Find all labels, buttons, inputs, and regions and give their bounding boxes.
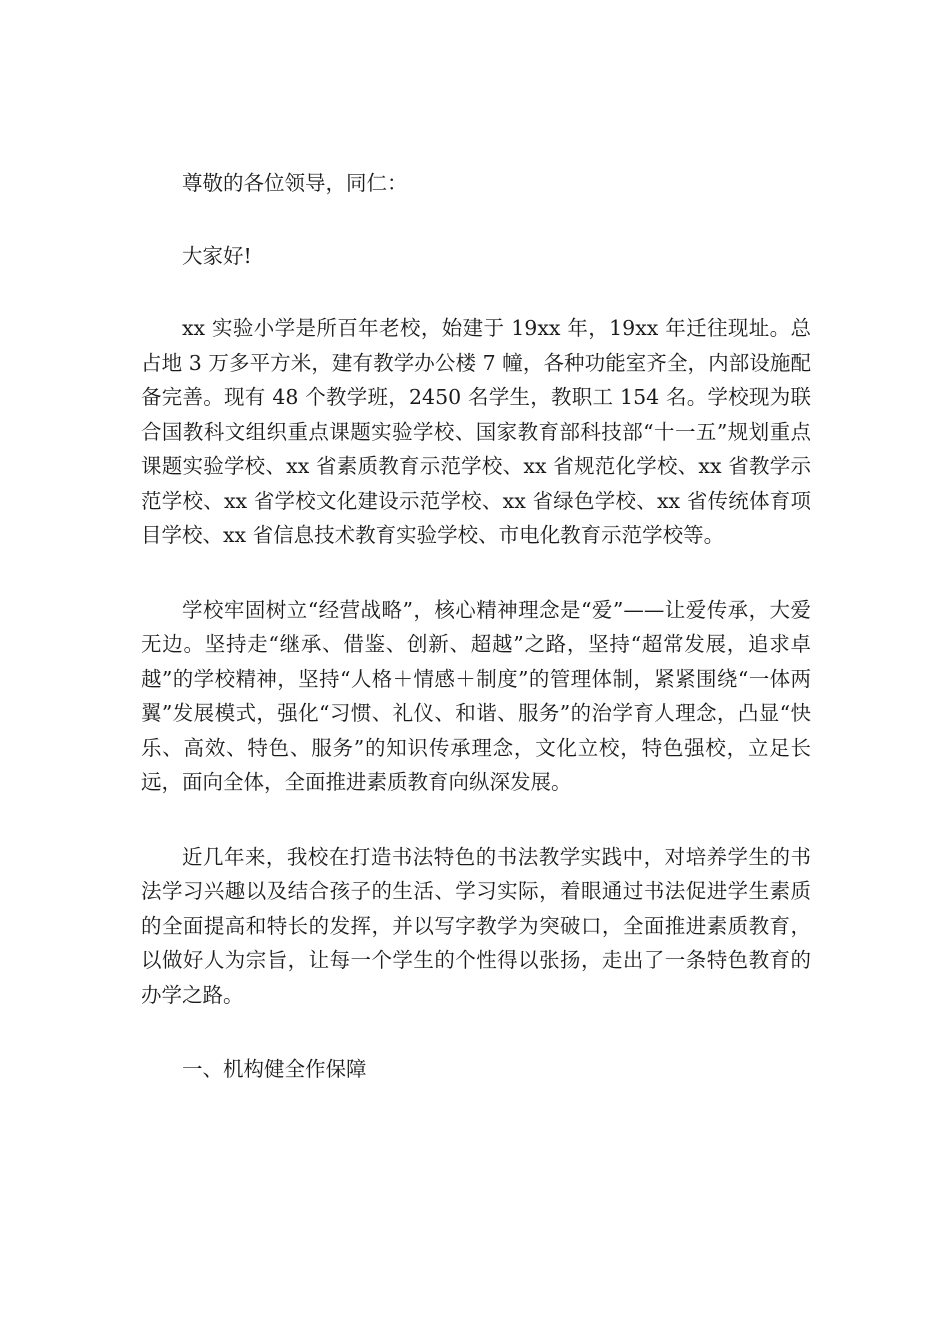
paragraph-calligraphy-practice: 近几年来，我校在打造书法特色的书法教学实践中，对培养学生的书法学习兴趣以及结合孩子的生活、学习实际，着眼通过书法促进学生素质的全面提高和特长的发挥，并以写字教学为突破口，全面推进素质教育，以做好人为宗旨，让每一个学生的个性得以张扬，走出了一条特色教育的办学之路。	[141, 844, 811, 1007]
greeting: 大家好!	[182, 243, 252, 268]
section-heading: 一、机构健全作保障	[182, 1057, 367, 1081]
paragraph-school-philosophy: 学校牢固树立“经营战略”，核心精神理念是“爱”——让爱传承，大爱无边。坚持走“继承、借鉴、创新、超越”之路，坚持“超常发展，追求卓越”的学校精神，坚持“人格＋情感＋制度”的管理体制，紧紧围绕“一体两翼”发展模式，强化“习惯、礼仪、和谐、服务”的治学育人理念，凸显“快乐、高效、特色、服务”的知识传承理念，文化立校，特色强校，立足长远，面向全体，全面推进素质教育向纵深发展。	[141, 597, 811, 794]
paragraph-school-intro: xx 实验小学是所百年老校，始建于 19xx 年，19xx 年迁往现址。总占地 3 万多平方米，建有教学办公楼 7 幢，各种功能室齐全，内部设施配备完善。现有 48 个教学班，2450 名学生，教职工 154 名。学校现为联合国教科文组织重点课题实验学校、国家教育部科技部“十一五”规划重点课题实验学校、xx 省素质教育示范学校、xx 省规范化学校、xx 省教学示范学校、xx 省学校文化建设示范学校、xx 省绿色学校、xx 省传统体育项目学校、xx 省信息技术教育实验学校、市电化教育示范学校等。	[141, 316, 811, 547]
salutation: 尊敬的各位领导，同仁：	[182, 171, 408, 195]
document-body	[141, 166, 811, 1087]
